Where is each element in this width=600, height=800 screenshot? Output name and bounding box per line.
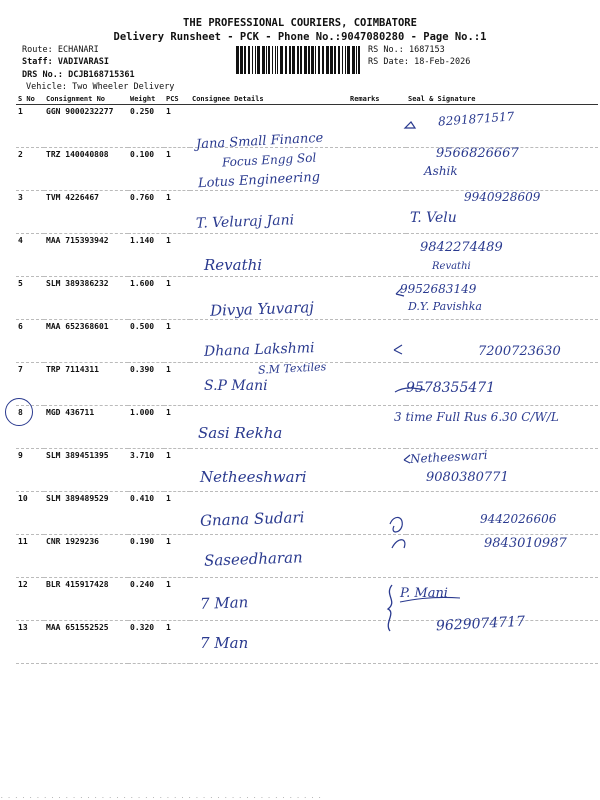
hw-signature: 9578355471	[406, 380, 496, 396]
row-sno: 5	[16, 277, 44, 320]
hw-consignee: S.M Textiles	[257, 360, 327, 377]
hw-consignee: Lotus Engineering	[197, 169, 321, 192]
runsheet-title: Delivery Runsheet - PCK - Phone No.:9047080280 - Page No.:1	[113, 31, 487, 43]
hw-signature: 8291871517	[437, 109, 515, 129]
row-sno: 6	[16, 320, 44, 363]
row-consignment-no: MAA 715393942	[44, 234, 128, 277]
hw-signature: 3 time Full Rus 6.30 C/W/L	[394, 410, 559, 424]
row-pcs: 1	[164, 578, 190, 621]
row-consignment-no: TVM 4226467	[44, 191, 128, 234]
route-value: ECHANARI	[57, 45, 99, 55]
row-pcs: 1	[164, 234, 190, 277]
vehicle-value: Two Wheeler Delivery	[72, 82, 175, 92]
hw-consignee: T. Veluraj Jani	[195, 212, 295, 232]
col-header-signature: Seal & Signature	[406, 94, 598, 105]
row-pcs: 1	[164, 320, 190, 363]
row-weight: 0.320	[128, 621, 164, 664]
col-header-pcs: PCS	[164, 94, 190, 105]
row-consignment-no: SLM 389451395	[44, 449, 128, 492]
row-consignment-no: BLR 415917428	[44, 578, 128, 621]
row-weight: 0.240	[128, 578, 164, 621]
hw-signature: 9442026606	[480, 512, 557, 526]
row-sno: 3	[16, 191, 44, 234]
row-pcs: 1	[164, 406, 190, 449]
row-pcs: 1	[164, 148, 190, 191]
hw-signature: 9843010987	[484, 536, 567, 551]
hw-consignee: S.P Mani	[204, 378, 268, 394]
row-pcs: 1	[164, 105, 190, 148]
hw-signature: 9080380771	[426, 470, 509, 485]
hw-consignee: Dhana Lakshmi	[203, 340, 315, 360]
hw-signature: 9952683149	[400, 282, 477, 296]
row-sno: 10	[16, 492, 44, 535]
row-pcs: 1	[164, 277, 190, 320]
row-pcs: 1	[164, 492, 190, 535]
row-pcs: 1	[164, 363, 190, 406]
row-sno: 8	[16, 406, 44, 449]
row-sno: 12	[16, 578, 44, 621]
drs-value: DCJB168715361	[68, 70, 135, 80]
row-weight: 3.710	[128, 449, 164, 492]
hw-consignee: Focus Engg Sol	[221, 150, 317, 170]
hw-signature: T. Velu	[410, 210, 457, 226]
row-consignment-no: SLM 389489529	[44, 492, 128, 535]
hw-signature: Ashik	[424, 164, 458, 178]
rs-no-value: 1687153	[408, 45, 445, 55]
row-weight: 0.760	[128, 191, 164, 234]
bottom-edge-marks: . . . . . . . . . . . . . . . . . . . . . . . . . . . . . . . . . . . . . . . . . . . . .	[0, 793, 322, 800]
staff-label: Staff:	[22, 57, 53, 67]
row-weight: 0.410	[128, 492, 164, 535]
row-weight: 1.600	[128, 277, 164, 320]
hw-signature: 9566826667	[436, 146, 519, 161]
row-consignment-no: GGN 9000232277	[44, 105, 128, 148]
hw-consignee: Netheeshwari	[200, 468, 307, 486]
row-consignment-no: TRP 7114311	[44, 363, 128, 406]
row-consignment-no: TRZ 140040808	[44, 148, 128, 191]
col-header-sno: S No	[16, 94, 44, 105]
col-header-weight: Weight	[128, 94, 164, 105]
row-sno: 4	[16, 234, 44, 277]
rs-date-label: RS Date:	[368, 57, 409, 67]
row-sno: 7	[16, 363, 44, 406]
row-consignment-no: CNR 1929236	[44, 535, 128, 578]
hw-signature: P. Mani	[400, 586, 448, 601]
hw-consignee: Sasi Rekha	[198, 424, 283, 442]
hw-consignee: Saseedharan	[203, 548, 303, 570]
hw-consignee: 7 Man	[200, 634, 249, 652]
row-pcs: 1	[164, 191, 190, 234]
hw-signature: 9842274489	[420, 240, 503, 255]
row-sno: 2	[16, 148, 44, 191]
hw-signature: D.Y. Pavishka	[408, 300, 482, 313]
row-weight: 0.100	[128, 148, 164, 191]
hw-consignee: Gnana Sudari	[199, 508, 305, 530]
col-header-remarks: Remarks	[348, 94, 406, 105]
drs-label: DRS No.:	[22, 70, 63, 80]
row-sno: 13	[16, 621, 44, 664]
route-label: Route:	[22, 45, 53, 55]
vehicle-label: Vehicle:	[26, 82, 67, 92]
hw-signature: 9629074717	[435, 613, 526, 635]
row-weight: 1.000	[128, 406, 164, 449]
row-pcs: 1	[164, 449, 190, 492]
row-consignment-no: MAA 652368601	[44, 320, 128, 363]
row-weight: 0.390	[128, 363, 164, 406]
rs-date-value: 18-Feb-2026	[414, 57, 471, 67]
company-title: THE PROFESSIONAL COURIERS, COIMBATORE	[183, 17, 417, 29]
row-weight: 1.140	[128, 234, 164, 277]
row-consignment-no: SLM 389386232	[44, 277, 128, 320]
hw-signature: 7200723630	[478, 344, 561, 359]
row-weight: 0.250	[128, 105, 164, 148]
hw-consignee: Divya Yuvaraj	[209, 298, 315, 320]
row-sno: 1	[16, 105, 44, 148]
hw-consignee: Revathi	[204, 256, 263, 274]
rs-no-label: RS No.:	[368, 45, 404, 55]
hw-signature: Revathi	[432, 261, 471, 272]
hw-consignee: 7 Man	[199, 593, 249, 613]
row-weight: 0.190	[128, 535, 164, 578]
hw-signature: 9940928609	[464, 190, 541, 204]
hw-consignee: Jana Small Finance	[195, 130, 324, 153]
col-header-consignment: Consignment No	[44, 94, 128, 105]
row-sno: 9	[16, 449, 44, 492]
staff-value: VADIVARASI	[57, 57, 110, 67]
col-header-consignee: Consignee Details	[190, 94, 348, 105]
hw-signature: Netheeswari	[409, 447, 488, 467]
row-weight: 0.500	[128, 320, 164, 363]
row-sno: 11	[16, 535, 44, 578]
row-pcs: 1	[164, 621, 190, 664]
row-consignment-no: MGD 436711	[44, 406, 128, 449]
row-consignment-no: MAA 651552525	[44, 621, 128, 664]
row-pcs: 1	[164, 535, 190, 578]
